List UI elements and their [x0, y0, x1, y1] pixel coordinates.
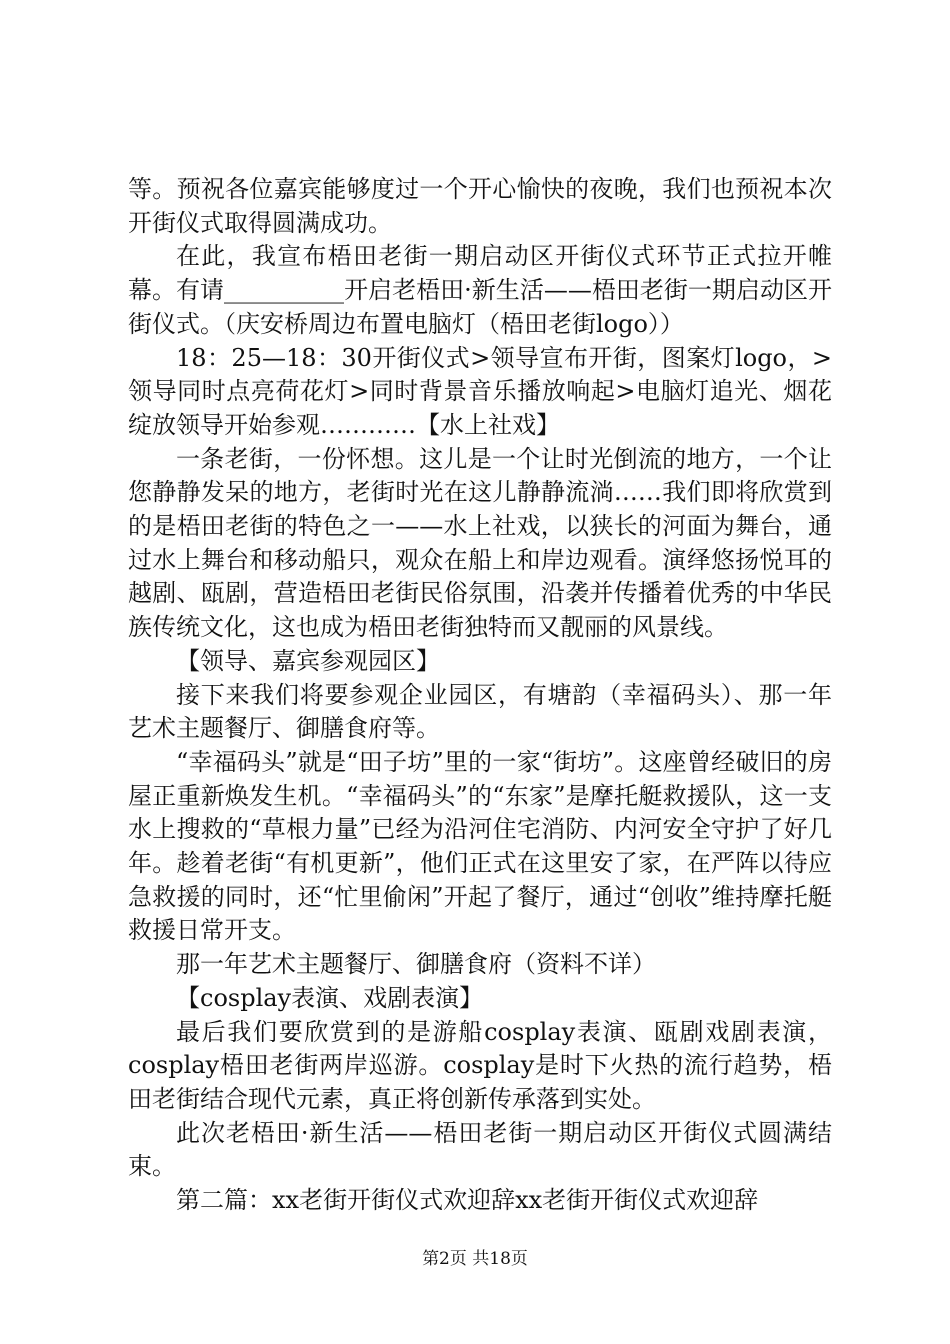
paragraph: 那一年艺术主题餐厅、御膳食府（资料不详） — [176, 950, 656, 979]
paragraph: 最后我们要欣赏到的是游船cosplay表演、瓯剧戏剧表演，cosplay梧田老街两岸巡游。cosplay是时下火热的流行趋势，梧田老街结合现代元素，真正将创新传承落到实处。 — [128, 1017, 832, 1113]
section-heading: 【cosplay表演、戏剧表演】 — [176, 983, 484, 1012]
paragraph: 一条老街，一份怀想。这儿是一个让时光倒流的地方，一个让您静静发呆的地方，老街时光在这儿静静流淌……我们即将欣赏到的是梧田老街的特色之一——水上社戏，以狭长的河面为舞台，通过水上舞台和移动船只，观众在船上和岸边观看。演绎悠扬悦耳的越剧、瓯剧，营造梧田老街民俗氛围，沿袭并传播着优秀的中华民族传统文化，这也成为梧田老街独特而又靓丽的风景线。 — [128, 444, 832, 642]
paragraph: 此次老梧田·新生活——梧田老街一期启动区开街仪式圆满结束。 — [128, 1118, 832, 1181]
paragraph: 第二篇：xx老街开街仪式欢迎辞xx老街开街仪式欢迎辞 — [176, 1186, 759, 1215]
section-heading: 【领导、嘉宾参观园区】 — [176, 646, 440, 675]
document-body — [128, 173, 832, 1218]
paragraph: “幸福码头”就是“田子坊”里的一家“街坊”。这座曾经破旧的房屋正重新焕发生机。“幸福码头”的“东家”是摩托艇救援队，这一支水上搜救的“草根力量”已经为沿河住宅消防、内河安全守护了好几年。趁着老街“有机更新”，他们正式在这里安了家，在严阵以待应急救援的同时，还“忙里偷闲”开起了餐厅，通过“创收”维持摩托艇救援日常开支。 — [128, 747, 832, 945]
paragraph: 接下来我们将要参观企业园区，有塘韵（幸福码头）、那一年艺术主题餐厅、御膳食府等。 — [128, 680, 832, 743]
page-number-footer: 第2页 共18页 — [422, 1249, 528, 1269]
paragraph: 18：25—18：30开街仪式>领导宣布开街，图案灯logo，>领导同时点亮荷花灯>同时背景音乐播放响起>电脑灯追光、烟花绽放领导开始参观…………【水上社戏】 — [128, 343, 832, 439]
paragraph: 在此，我宣布梧田老街一期启动区开街仪式环节正式拉开帷幕。有请__________开启老梧田·新生活——梧田老街一期启动区开街仪式。（庆安桥周边布置电脑灯（梧田老街logo）） — [128, 242, 832, 338]
paragraph: 等。预祝各位嘉宾能够度过一个开心愉快的夜晚，我们也预祝本次开街仪式取得圆满成功。 — [128, 175, 832, 237]
